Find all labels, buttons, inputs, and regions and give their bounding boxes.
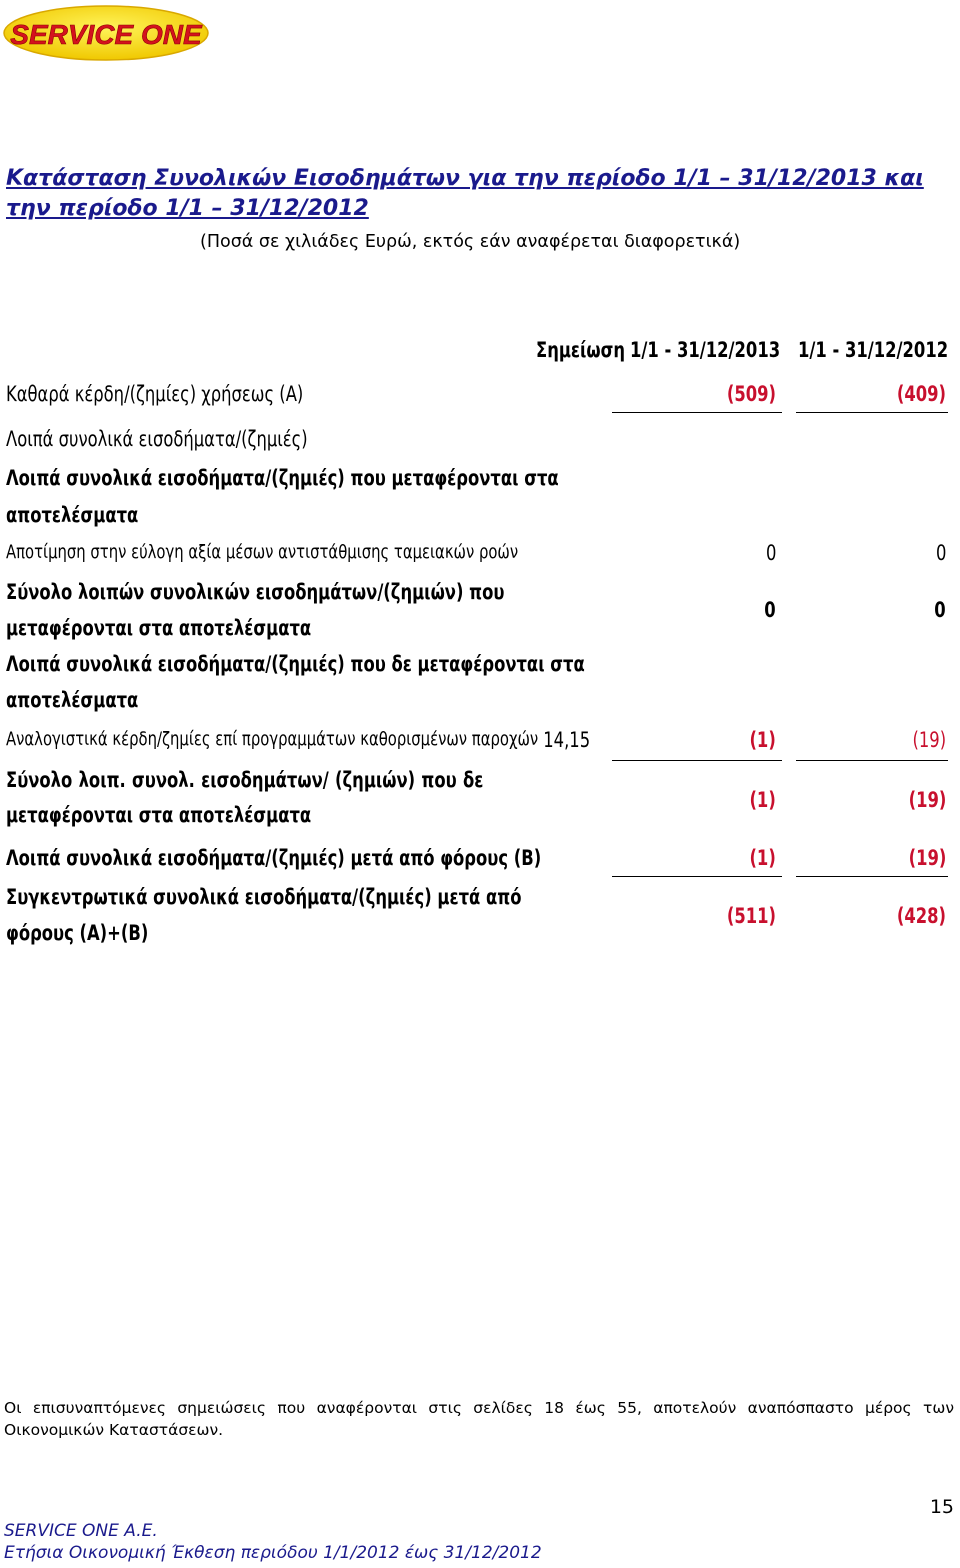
row-total-nontransferable-label-line1: Σύνολο λοιπ. συνολ. εισοδημάτων/ (ζημιών) που δε [6, 768, 484, 792]
row-other-income-heading: Λοιπά συνολικά εισοδήματα/(ζημιές) [6, 427, 308, 451]
row-total-nontransferable-2013: (1) [749, 788, 776, 812]
row-other-after-tax-2013: (1) [749, 846, 776, 870]
page-subtitle: (Ποσά σε χιλιάδες Ευρώ, εκτός εάν αναφέρεται διαφορετικά) [200, 232, 741, 252]
row-total-transferable-label-line1: Σύνολο λοιπών συνολικών εισοδημάτων/(ζημιών) που [6, 580, 505, 604]
page-title: Κατάσταση Συνολικών Εισοδημάτων για την περίοδο 1/1 – 31/12/2013 και την περίοδο 1/1 – 31/12/2012 [6, 166, 924, 221]
row-transferable-heading-line1: Λοιπά συνολικά εισοδήματα/(ζημιές) που μεταφέρονται στα [6, 466, 559, 490]
row-transferable-heading-line2: αποτελέσματα [6, 503, 139, 527]
row-total-comprehensive-2013: (511) [726, 904, 776, 928]
header-2013: 1/1 - 31/12/2013 [630, 338, 781, 362]
underline-2013-c [612, 876, 782, 877]
row-nontransferable-heading-line1: Λοιπά συνολικά εισοδήματα/(ζημιές) που δε μεταφέρονται στα [6, 652, 585, 676]
row-hedge-valuation-2013: 0 [765, 541, 776, 565]
footer-company: SERVICE ONE A.E. [4, 1521, 158, 1541]
header-2012: 1/1 - 31/12/2012 [798, 338, 949, 362]
row-actuarial-label: Αναλογιστικά κέρδη/ζημίες επί προγραμμάτων καθορισμένων παροχών [6, 728, 539, 750]
row-nontransferable-heading-line2: αποτελέσματα [6, 688, 139, 712]
row-net-result-2012: (409) [896, 382, 946, 406]
service-one-logo [2, 4, 210, 62]
footer-report: Ετήσια Οικονομική Έκθεση περιόδου 1/1/2012 έως 31/12/2012 [4, 1543, 542, 1563]
row-total-transferable-2012: 0 [934, 598, 946, 622]
row-hedge-valuation-2012: 0 [935, 541, 946, 565]
row-net-result-2013: (509) [726, 382, 776, 406]
underline-2013-b [612, 760, 782, 761]
row-total-nontransferable-label-line2: μεταφέρονται στα αποτελέσματα [6, 803, 312, 827]
row-total-transferable-2013: 0 [764, 598, 776, 622]
row-total-comprehensive-label-line2: φόρους (Α)+(Β) [6, 921, 149, 945]
row-other-after-tax-2012: (19) [908, 846, 946, 870]
underline-2012-c [796, 876, 948, 877]
row-total-transferable-label-line2: μεταφέρονται στα αποτελέσματα [6, 616, 312, 640]
row-total-nontransferable-2012: (19) [908, 788, 946, 812]
footnote: Οι επισυναπτόμενες σημειώσεις που αναφέρονται στις σελίδες 18 έως 55, αποτελούν αναπόσπαστο μέρος των Οικονομικών Καταστάσεων. [4, 1399, 954, 1439]
underline-2012-b [796, 760, 948, 761]
row-hedge-valuation-label: Αποτίμηση στην εύλογη αξία μέσων αντιστάθμισης ταμειακών ροών [6, 541, 519, 563]
underline-2013 [612, 412, 782, 413]
row-actuarial-2012: (19) [912, 728, 946, 752]
row-actuarial-note: 14,15 [543, 728, 590, 752]
row-other-after-tax-label: Λοιπά συνολικά εισοδήματα/(ζημιές) μετά από φόρους (Β) [6, 846, 542, 870]
row-actuarial-2013: (1) [749, 728, 776, 752]
svg-text:SERVICE ONE: SERVICE ONE [10, 19, 202, 50]
row-total-comprehensive-2012: (428) [896, 904, 946, 928]
row-total-comprehensive-label-line1: Συγκεντρωτικά συνολικά εισοδήματα/(ζημιές) μετά από [6, 885, 522, 909]
page-number: 15 [929, 1496, 954, 1518]
row-net-result-label: Καθαρά κέρδη/(ζημίες) χρήσεως (Α) [6, 382, 304, 406]
header-note: Σημείωση [536, 338, 626, 362]
underline-2012 [796, 412, 948, 413]
